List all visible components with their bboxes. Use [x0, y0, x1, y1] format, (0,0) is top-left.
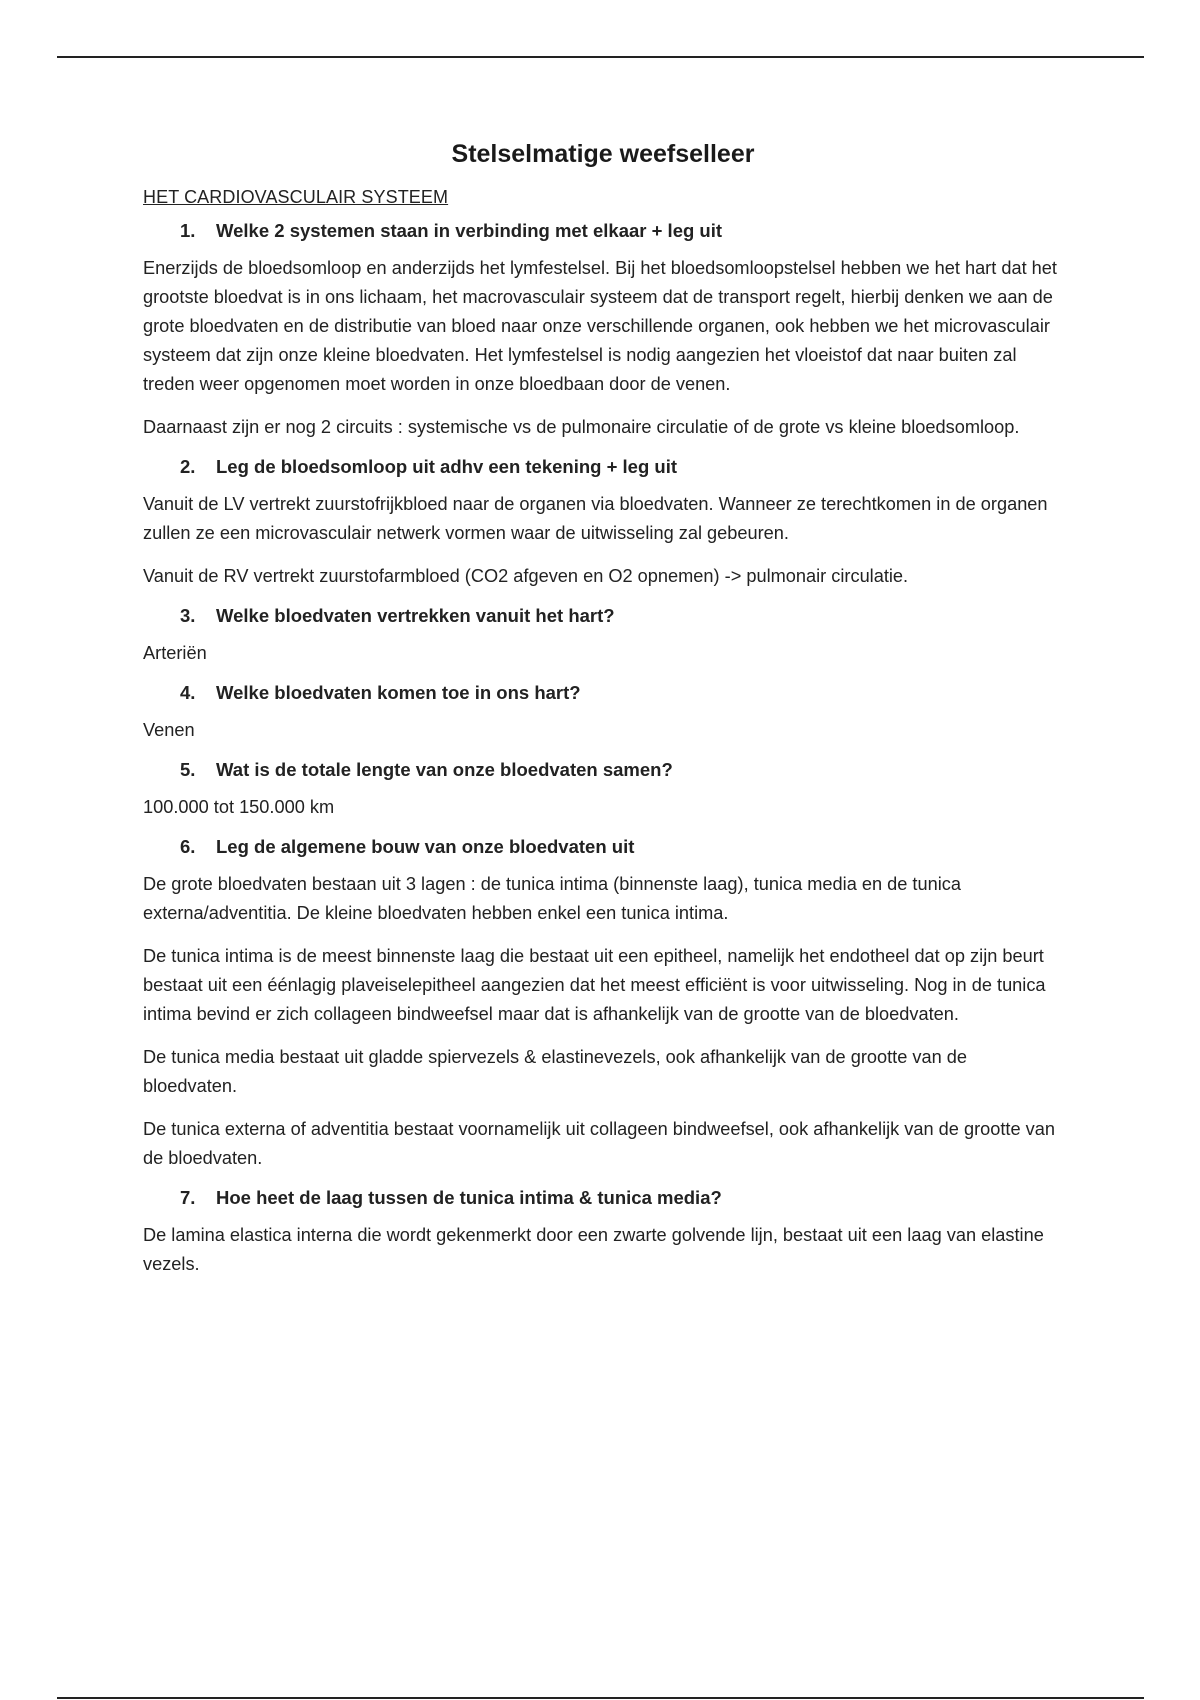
answer-paragraph: Vanuit de LV vertrekt zuurstofrijkbloed naar de organen via bloedvaten. Wanneer ze terechtkomen in de organen zullen ze een microvasculair netwerk vormen waar de uitwisseling zal gebeuren.: [143, 494, 1048, 543]
question-number: 4.: [180, 682, 196, 703]
answer-paragraph: Enerzijds de bloedsomloop en anderzijds het lymfestelsel. Bij het bloedsomloopstelsel hebben we het hart dat het grootste bloedvat is in ons lichaam, het macrovasculair systeem dat de transport regelt, hierbij denken we aan de grote bloedvaten en de distributie van bloed naar onze verschillende organen, ook hebben we het microvasculair systeem dat zijn onze kleine bloedvaten. Het lymfestelsel is nodig aangezien het vloeistof dat naar buiten zal treden weer opgenomen moet worden in onze bloedbaan door de venen.: [143, 258, 1057, 394]
question-text: Welke bloedvaten vertrekken vanuit het hart?: [216, 605, 615, 626]
question-number: 2.: [180, 456, 196, 477]
question-heading: [143, 605, 1063, 627]
question-number: 7.: [180, 1187, 196, 1208]
question-text: Welke bloedvaten komen toe in ons hart?: [216, 682, 581, 703]
answer-paragraph: De tunica externa of adventitia bestaat voornamelijk uit collageen bindweefsel, ook afhankelijk van de grootte van de bloedvaten.: [143, 1119, 1055, 1168]
question-number: 5.: [180, 759, 196, 780]
answer-paragraph: Vanuit de RV vertrekt zuurstofarmbloed (CO2 afgeven en O2 opnemen) -> pulmonair circulatie.: [143, 566, 909, 586]
question-block: [143, 1187, 1063, 1279]
answer-paragraph: De tunica media bestaat uit gladde spiervezels & elastinevezels, ook afhankelijk van de grootte van de bloedvaten.: [143, 1047, 967, 1096]
answer-paragraph: De lamina elastica interna die wordt gekenmerkt door een zwarte golvende lijn, bestaat uit een laag van elastine vezels.: [143, 1225, 1044, 1274]
document-title: Stelselmatige weefselleer: [451, 140, 755, 168]
answer-paragraph: Arteriën: [143, 643, 207, 663]
answer-paragraph: De grote bloedvaten bestaan uit 3 lagen : de tunica intima (binnenste laag), tunica media en de tunica externa/adventitia. De kleine bloedvaten hebben enkel een tunica intima.: [143, 874, 961, 923]
question-text: Wat is de totale lengte van onze bloedvaten samen?: [216, 759, 673, 780]
answer-paragraph: Daarnaast zijn er nog 2 circuits : systemische vs de pulmonaire circulatie of de grote vs kleine bloedsomloop.: [143, 417, 1020, 437]
document-page: [143, 140, 1063, 1293]
question-block: [143, 836, 1063, 1173]
question-text: Leg de algemene bouw van onze bloedvaten uit: [216, 836, 635, 857]
footer-rule: [57, 1697, 1144, 1699]
question-heading: [143, 759, 1063, 781]
question-text: Leg de bloedsomloop uit adhv een tekening + leg uit: [216, 456, 678, 477]
answer-paragraph: Venen: [143, 720, 195, 740]
question-block: [143, 759, 1063, 822]
section-heading: HET CARDIOVASCULAIR SYSTEEM: [143, 187, 449, 207]
question-heading: [143, 1187, 1063, 1209]
question-heading: [143, 836, 1063, 858]
question-number: 3.: [180, 605, 196, 626]
question-block: [143, 220, 1063, 442]
question-heading: [143, 220, 1063, 242]
answer-paragraph: 100.000 tot 150.000 km: [143, 797, 335, 817]
header-rule: [57, 56, 1144, 58]
question-number: 6.: [180, 836, 196, 857]
question-block: [143, 605, 1063, 668]
question-heading: [143, 682, 1063, 704]
question-block: [143, 456, 1063, 591]
question-text: Hoe heet de laag tussen de tunica intima & tunica media?: [216, 1187, 722, 1208]
answer-paragraph: De tunica intima is de meest binnenste laag die bestaat uit een epitheel, namelijk het endotheel dat op zijn beurt bestaat uit een éénlagig plaveiselepitheel aangezien dat het meest efficiënt is voor uitwisseling. Nog in de tunica intima bevind er zich collageen bindweefsel maar dat is afhankelijk van de grootte van de bloedvaten.: [143, 946, 1046, 1024]
question-text: Welke 2 systemen staan in verbinding met elkaar + leg uit: [216, 220, 723, 241]
question-number: 1.: [180, 220, 196, 241]
question-block: [143, 682, 1063, 745]
question-heading: [143, 456, 1063, 478]
